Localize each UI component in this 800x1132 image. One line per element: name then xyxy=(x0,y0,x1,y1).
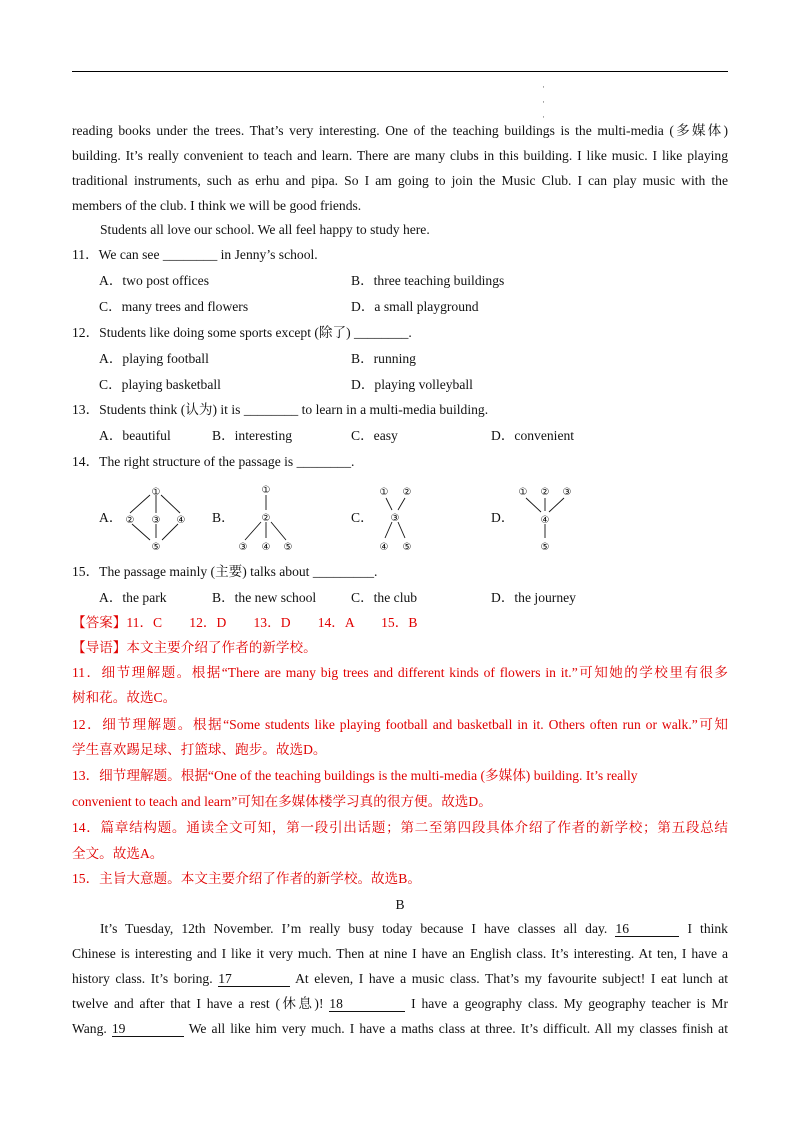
explanation-13: 13．细节理解题。根据“One of the teaching buildings is the multi-media (多媒体) building. It’s really xyxy=(72,768,638,783)
option-c: C．easy xyxy=(351,428,398,443)
stem-text: . xyxy=(408,325,412,340)
passage-text: I have a geography class. My geography teacher is Mr xyxy=(411,996,728,1011)
passage-line xyxy=(72,1020,728,1038)
stem-text: 14．The right structure of the passage is xyxy=(72,454,297,469)
passage-line: reading books under the trees. That’s very interesting. One of the teaching buildings is the multi-media (多媒体) xyxy=(72,123,728,138)
node-5: ⑤ xyxy=(540,542,550,553)
stem-text: 12．Students like doing some sports except (除了) xyxy=(72,325,355,340)
blank-18: 18 xyxy=(329,996,405,1012)
header-rule xyxy=(72,71,728,72)
node-4: ④ xyxy=(379,542,389,553)
option-d: D． xyxy=(491,510,515,525)
node-4: ④ xyxy=(261,542,271,553)
node-3: ③ xyxy=(238,542,248,553)
passage-line: members of the club. I think we will be good friends. xyxy=(72,198,362,213)
node-5: ⑤ xyxy=(283,542,293,553)
stem-text: 11．We can see xyxy=(72,247,163,262)
node-2: ② xyxy=(125,515,135,526)
option-d: D．the journey xyxy=(491,590,576,605)
node-1: ① xyxy=(379,487,389,498)
structure-diagram-c xyxy=(372,482,444,552)
node-3: ③ xyxy=(151,515,161,526)
question-14-stem xyxy=(72,453,728,471)
passage-line: Chinese is interesting and I like it very much. Then at nine I have an English class. It’s interesting. At ten, I have a xyxy=(72,946,728,961)
structure-diagram-d xyxy=(512,482,584,552)
option-a: A．two post offices xyxy=(99,273,209,288)
explanation-11: 树和花。故选C。 xyxy=(72,690,177,705)
stem-text: in Jenny’s school. xyxy=(217,247,318,262)
node-4: ④ xyxy=(176,515,186,526)
option-b: B．running xyxy=(351,351,416,366)
option-c: C．the club xyxy=(351,590,418,605)
node-1: ① xyxy=(518,487,528,498)
passage-text: We all like him very much. I have a maths class at three. It’s difficult. All my classes finish at xyxy=(188,1021,728,1036)
node-5: ⑤ xyxy=(402,542,412,553)
stem-text: 13．Students think (认为) it is xyxy=(72,402,244,417)
node-2: ② xyxy=(402,487,412,498)
option-b: B． xyxy=(212,510,235,525)
option-a: A．the park xyxy=(99,590,167,605)
explanation-14: 14．篇章结构题。通读全文可知，第一段引出话题；第二至第四段具体介绍了作者的新学校；第五段总结 xyxy=(72,820,728,835)
passage-line xyxy=(72,995,728,1013)
node-1: ① xyxy=(151,487,161,498)
node-1: ① xyxy=(261,485,271,496)
question-11-stem xyxy=(72,246,728,264)
question-13-stem xyxy=(72,401,728,419)
passage-line: Students all love our school. We all feel happy to study here. xyxy=(100,222,430,237)
passage-text: Wang. xyxy=(72,1021,107,1036)
stem-text: . xyxy=(374,564,378,579)
explanation-13: convenient to teach and learn”可知在多媒体楼学习真的很方便。故选D。 xyxy=(72,794,492,809)
explanation-14: 全文。故选A。 xyxy=(72,846,164,861)
guide-text: 【导语】本文主要介绍了作者的新学校。 xyxy=(72,640,317,655)
passage-text: At eleven, I have a music class. That’s my favourite subject! I eat lunch at xyxy=(295,971,729,986)
node-5: ⑤ xyxy=(151,542,161,553)
stem-text: to learn in a multi-media building. xyxy=(298,402,489,417)
answer-blank: ________ xyxy=(243,402,299,417)
answer-blank: ________ xyxy=(296,454,351,469)
passage-line xyxy=(72,970,728,988)
section-heading: B xyxy=(395,897,405,912)
stem-text: 15．The passage mainly (主要) talks about xyxy=(72,564,313,579)
option-d: D．playing volleyball xyxy=(351,377,473,392)
blank-19: 19 xyxy=(112,1021,184,1037)
node-2: ② xyxy=(540,487,550,498)
passage-text: I think xyxy=(687,921,728,936)
blank-16: 16 xyxy=(615,921,679,937)
option-b: B．the new school xyxy=(212,590,317,605)
explanation-11: 11．细节理解题。根据“There are many big trees and different kinds of flowers in it.”可知她的学校里有很多 xyxy=(72,665,728,680)
passage-text: It’s Tuesday, 12th November. I’m really busy today because I have classes all day. xyxy=(100,921,608,936)
question-12-stem xyxy=(72,324,728,342)
option-c: C．playing basketball xyxy=(99,377,221,392)
option-c: C． xyxy=(351,510,374,525)
node-3: ③ xyxy=(562,487,572,498)
passage-line: traditional instruments, such as erhu and pipa. So I am going to join the Music Club. I can play music with the xyxy=(72,173,728,188)
option-a: A．playing football xyxy=(99,351,209,366)
explanation-15: 15．主旨大意题。本文主要介绍了作者的新学校。故选B。 xyxy=(72,871,421,886)
option-d: D．convenient xyxy=(491,428,575,443)
passage-text: twelve and after that I have a rest (休息)! xyxy=(72,996,324,1011)
blank-17: 17 xyxy=(218,971,290,987)
option-d: D．a small playground xyxy=(351,299,479,314)
stem-text: . xyxy=(351,454,355,469)
option-a: A．beautiful xyxy=(99,428,171,443)
option-c: C．many trees and flowers xyxy=(99,299,249,314)
answer-blank: _________ xyxy=(312,564,375,579)
node-2: ② xyxy=(261,513,271,524)
passage-line: building. It’s really convenient to teach and learn. There are many clubs in this building. I like music. I like playing xyxy=(72,148,728,163)
passage-line xyxy=(100,920,728,938)
explanation-12: 学生喜欢踢足球、打篮球、跑步。故选D。 xyxy=(72,742,327,757)
structure-diagram-a xyxy=(118,482,190,552)
margin-dots: · · · xyxy=(542,82,545,122)
option-b: B．three teaching buildings xyxy=(351,273,505,288)
explanation-12: 12．细节理解题。根据“Some students like playing football and basketball in it. Others often run or walk.”可知 xyxy=(72,717,728,732)
answer-blank: ________ xyxy=(162,247,218,262)
structure-diagram-b xyxy=(231,482,303,552)
passage-text: history class. It’s boring. xyxy=(72,971,213,986)
answer-key: 【答案】11．C 12．D 13．D 14．A 15．B xyxy=(72,615,418,630)
node-3: ③ xyxy=(390,513,400,524)
option-b: B．interesting xyxy=(212,428,293,443)
answer-blank: ________ xyxy=(354,325,409,340)
option-a: A． xyxy=(99,510,123,525)
node-4: ④ xyxy=(540,515,550,526)
question-15-stem xyxy=(72,563,728,581)
